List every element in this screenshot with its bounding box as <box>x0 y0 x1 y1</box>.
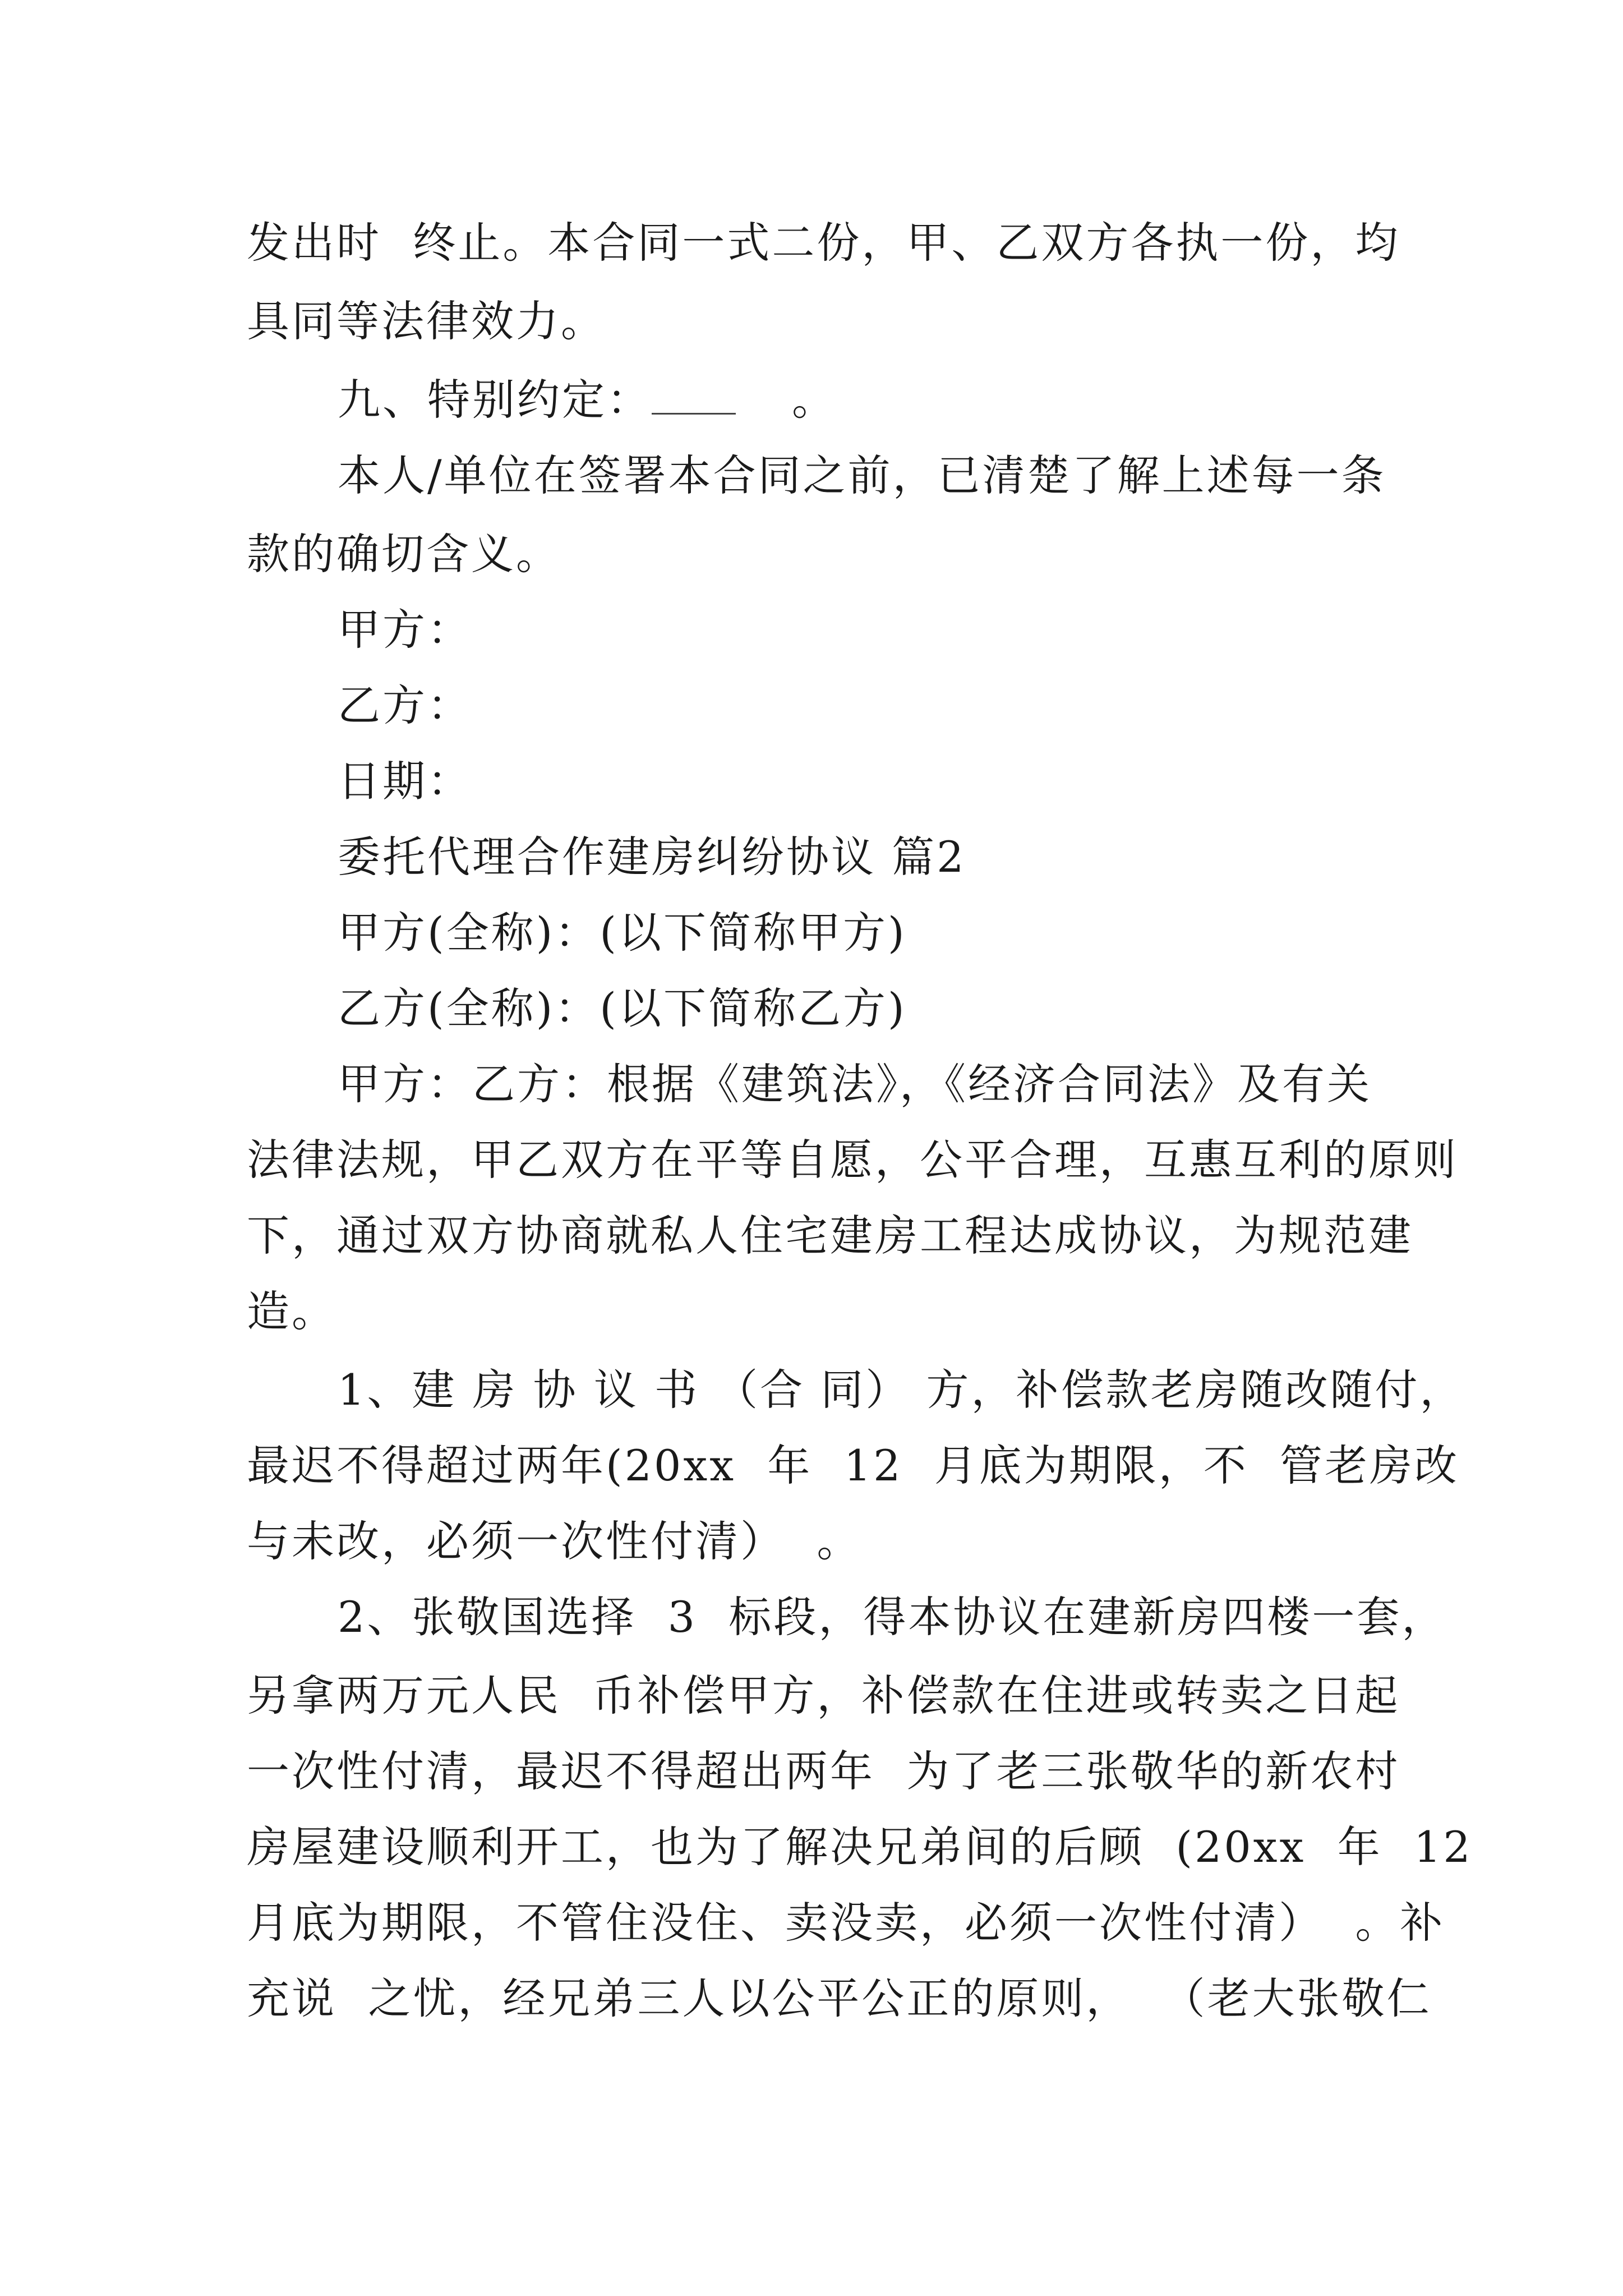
party-a-signature-label: 甲方： <box>338 605 472 655</box>
text-line: 发出时 终止。本合同一式二份，甲、乙双方各执一份，均 <box>247 218 1400 268</box>
text-line: 房屋建设顺利开工，也为了解决兄弟间的后顾 (20xx 年 12 <box>247 1822 1473 1872</box>
text-line: 造。 <box>247 1286 336 1336</box>
date-label: 日期： <box>338 756 472 806</box>
clause-2-line: 2、张敬国选择 3 标段，得本协议在建新房四楼一套， <box>338 1592 1447 1642</box>
text-line: 款的确切含义。 <box>247 529 561 579</box>
text-line: 法律法规，甲乙双方在平等自愿，公平合理，互惠互利的原则 <box>247 1135 1458 1185</box>
fill-in-blank <box>652 379 736 415</box>
text-line: 月底为期限，不管住没住、卖没卖，必须一次性付清） 。补 <box>247 1898 1445 1948</box>
section-heading: 委托代理合作建房纠纷协议 篇2 <box>338 832 966 882</box>
text-line: 最迟不得超过两年(20xx 年 12 月底为期限，不 管老房改 <box>247 1441 1460 1490</box>
special-agreement-label: 九、特别约定： <box>338 375 652 425</box>
special-agreement-line <box>338 375 837 425</box>
text-line: 下，通过双方协商就私人住宅建房工程达成协议，为规范建 <box>247 1211 1413 1260</box>
text-line: 充说 之忧，经兄弟三人以公平公正的原则， （老大张敬仁 <box>247 1973 1432 2023</box>
text-line: 另拿两万元人民 币补偿甲方，补偿款在住进或转卖之日起 <box>247 1671 1400 1720</box>
text-line: 一次性付清，最迟不得超出两年 为了老三张敬华的新农村 <box>247 1746 1400 1796</box>
party-b-fullname-line: 乙方(全称)：(以下简称乙方) <box>338 983 907 1033</box>
party-a-fullname-line: 甲方(全称)：(以下简称甲方) <box>338 908 907 958</box>
text-line: 甲方：乙方：根据《建筑法》，《经济合同法》及有关 <box>338 1059 1372 1109</box>
party-b-signature-label: 乙方： <box>338 680 472 730</box>
text-line: 具同等法律效力。 <box>247 296 606 346</box>
clause-1-line: 1、建 房 协 议 书 （合 同） 方，补偿款老房随改随付， <box>338 1365 1465 1415</box>
text-line: 与未改，必须一次性付清） 。 <box>247 1516 862 1566</box>
period: 。 <box>792 375 837 425</box>
text-line: 本人/单位在签署本合同之前，已清楚了解上述每一条 <box>338 450 1386 500</box>
